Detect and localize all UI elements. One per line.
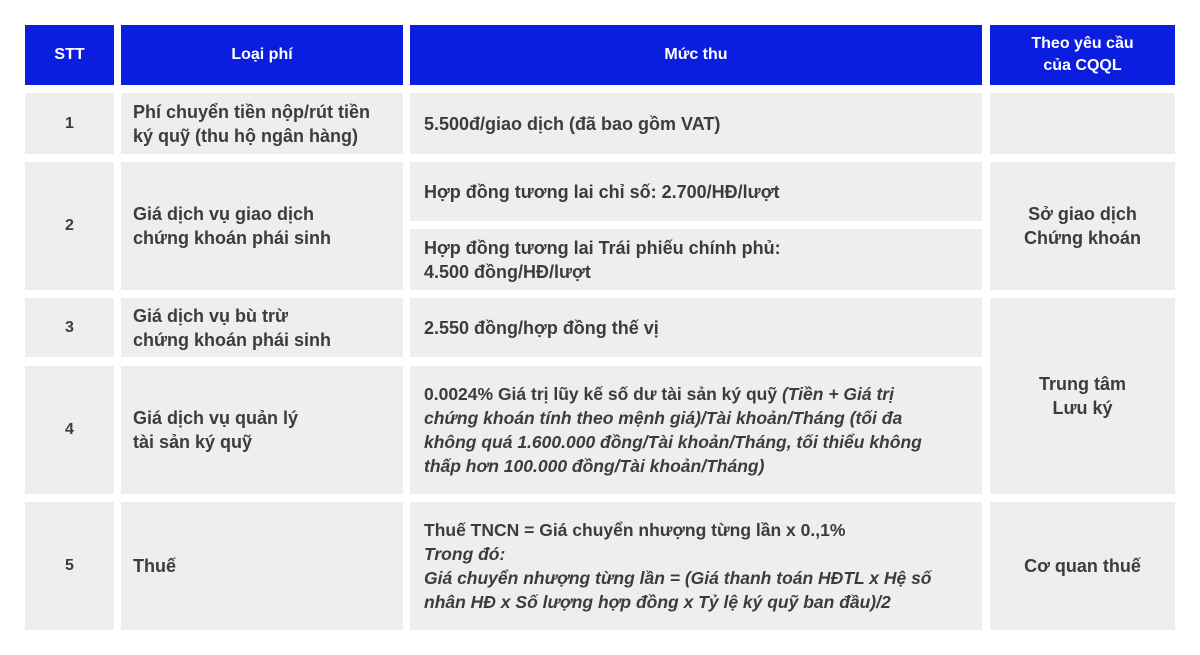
header-muc-thu-label: Mức thu xyxy=(664,46,728,63)
row1-cqql xyxy=(990,93,1175,154)
row3-muc-thu-text: 2.550 đồng/hợp đồng thế vị xyxy=(424,317,659,338)
header-stt xyxy=(25,25,114,85)
row4-muc-thu xyxy=(410,366,982,494)
row5-cqql xyxy=(990,502,1175,630)
row2-cqql-line2: Chứng khoán xyxy=(1023,228,1142,248)
row1-stt-value: 1 xyxy=(65,114,74,132)
row3-loai-phi-line1: Giá dịch vụ bù trừ xyxy=(133,305,289,326)
row2-stt xyxy=(25,162,114,290)
row2-loai-phi xyxy=(121,162,403,290)
row4-muc-thu-italic1: (Tiền + Giá trị xyxy=(781,384,894,404)
row4-stt xyxy=(25,366,114,494)
row5-muc-thu-line4: nhân HĐ x Số lượng hợp đồng x Tỷ lệ ký quỹ ban đầu)/2 xyxy=(424,592,891,612)
row1-loai-phi-line2: ký quỹ (thu hộ ngân hàng) xyxy=(133,125,358,146)
row2-stt-value: 2 xyxy=(65,217,74,234)
row3-loai-phi xyxy=(121,298,403,357)
row1-stt xyxy=(25,93,114,154)
row4-muc-thu-lead: 0.0024% Giá trị lũy kế số dư tài sản ký quỹ xyxy=(424,384,782,404)
row5-loai-phi-text: Thuế xyxy=(133,556,176,576)
row2-cqql-line1: Sở giao dịch xyxy=(1028,204,1137,224)
row5-loai-phi xyxy=(121,502,403,630)
row2-muc-thu-b-line1: Hợp đồng tương lai Trái phiếu chính phủ: xyxy=(424,237,781,258)
row34-cqql xyxy=(990,298,1175,494)
row3-loai-phi-line2: chứng khoán phái sinh xyxy=(133,329,332,350)
row4-muc-thu-italic2: chứng khoán tính theo mệnh giá)/Tài khoản/Tháng (tối đa xyxy=(424,408,903,428)
row4-stt-value: 4 xyxy=(65,421,74,438)
row2-muc-thu-b xyxy=(410,229,982,290)
header-theo-yeu-cau xyxy=(990,25,1175,85)
row2-muc-thu-a xyxy=(410,162,982,221)
row5-stt-value: 5 xyxy=(65,557,74,574)
header-theo-yeu-cau-line2: của CQQL xyxy=(1043,57,1122,74)
row4-muc-thu-italic4: thấp hơn 100.000 đồng/Tài khoản/Tháng) xyxy=(424,456,765,476)
row4-loai-phi xyxy=(121,366,403,494)
header-stt-label: STT xyxy=(54,46,85,63)
header-loai-phi xyxy=(121,25,403,85)
row5-muc-thu-line2: Trong đó: xyxy=(424,544,506,564)
row1-muc-thu-text: 5.500đ/giao dịch (đã bao gồm VAT) xyxy=(424,113,721,134)
row4-loai-phi-line2: tài sản ký quỹ xyxy=(133,432,253,452)
header-muc-thu xyxy=(410,25,982,85)
row34-cqql-line2: Lưu ký xyxy=(1052,398,1113,418)
row5-cqql-text: Cơ quan thuế xyxy=(1024,556,1141,576)
row2-muc-thu-b-line2: 4.500 đồng/HĐ/lượt xyxy=(424,261,591,282)
row3-stt-value: 3 xyxy=(65,318,74,336)
row5-muc-thu xyxy=(410,502,982,630)
row4-loai-phi-line1: Giá dịch vụ quản lý xyxy=(133,408,299,428)
row2-loai-phi-line2: chứng khoán phái sinh xyxy=(133,228,332,248)
row5-muc-thu-line1: Thuế TNCN = Giá chuyển nhượng từng lần x 0.,1% xyxy=(424,520,846,540)
row5-muc-thu-line3: Giá chuyển nhượng từng lần = (Giá thanh toán HĐTL x Hệ số xyxy=(424,568,932,588)
row1-loai-phi-line1: Phí chuyển tiền nộp/rút tiền xyxy=(133,101,371,122)
row34-cqql-line1: Trung tâm xyxy=(1038,374,1126,394)
row1-loai-phi xyxy=(121,93,403,154)
row3-muc-thu xyxy=(410,298,982,357)
header-theo-yeu-cau-line1: Theo yêu cầu xyxy=(1031,35,1134,52)
row4-muc-thu-italic3: không quá 1.600.000 đồng/Tài khoản/Tháng, tối thiểu không xyxy=(424,432,922,452)
row1-muc-thu xyxy=(410,93,982,154)
row2-loai-phi-line1: Giá dịch vụ giao dịch xyxy=(133,204,315,224)
row3-stt xyxy=(25,298,114,357)
row2-muc-thu-a-text: Hợp đồng tương lai chỉ số: 2.700/HĐ/lượt xyxy=(424,181,780,202)
row5-stt xyxy=(25,502,114,630)
header-loai-phi-label: Loại phí xyxy=(231,46,293,63)
row2-cqql xyxy=(990,162,1175,290)
